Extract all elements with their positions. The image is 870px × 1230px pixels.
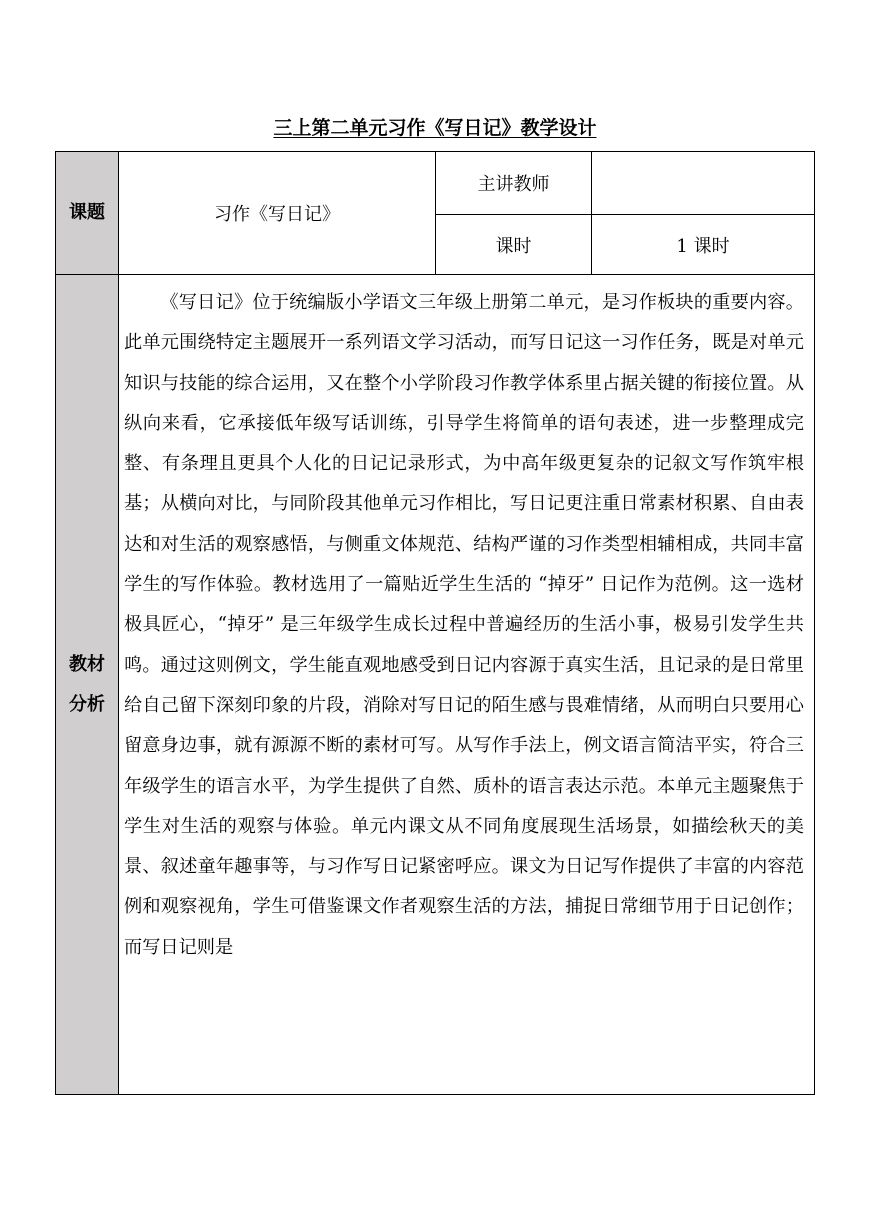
hours-value: 1 课时	[676, 235, 730, 257]
analysis-content: 《写日记》位于统编版小学语文三年级上册第二单元，是习作板块的重要内容。此单元围绕特定主题展开一系列语文学习活动，而写日记这一习作任务，既是对单元知识与技能的综合运用，又在整个小学阶段习作教学体系里占据关键的衔接位置。从纵向来看，它承接低年级写话训练，引导学生将简单的语句表述，进一步整理成完整、有条理且更具个人化的日记记录形式，为中高年级更复杂的记叙文写作筑牢根基；从横向对比，与同阶段其他单元习作相比，写日记更注重日常素材积累、自由表达和对生活的观察感悟，与侧重文体规范、结构严谨的习作类型相辅相成，共同丰富学生的写作体验。教材选用了一篇贴近学生生活的 “掉牙” 日记作为范例。这一选材极具匠心，“掉牙” 是三年级学生成长过程中普遍经历的生活小事，极易引发学生共鸣。通过这则例文，学生能直观地感受到日记内容源于真实生活，且记录的是日常里给自己留下深刻印象的片段，消除对写日记的陌生感与畏难情绪，从而明白只要用心留意身边事，就有源源不断的素材可写。从写作手法上，例文语言简洁平实，符合三年级学生的语言水平，为学生提供了自然、质朴的语言表达示范。本单元主题聚焦于学生对生活的观察与体验。单元内课文从不同角度展现生活场景，如描绘秋天的美景、叙述童年趣事等，与习作写日记紧密呼应。课文为日记写作提供了丰富的内容范例和观察视角，学生可借鉴课文作者观察生活的方法，捕捉日常细节用于日记创作；而写日记则是	[124, 292, 804, 958]
hours-label-cell	[436, 215, 592, 275]
teacher-label: 主讲教师	[477, 174, 550, 195]
analysis-label-line1: 教材	[69, 653, 105, 675]
document-title: 三上第二单元习作《写日记》教学设计	[273, 117, 597, 139]
teacher-value-cell	[592, 152, 814, 215]
topic-label: 课题	[69, 202, 105, 223]
hours-value-cell	[592, 215, 814, 275]
topic-label-cell	[56, 152, 119, 275]
teacher-label-cell	[436, 152, 592, 215]
topic-value: 习作《写日记》	[214, 204, 340, 225]
analysis-label-line2: 分析	[69, 693, 105, 715]
hours-label: 课时	[495, 235, 532, 257]
analysis-label-cell	[56, 275, 119, 1094]
topic-value-cell	[119, 152, 436, 275]
